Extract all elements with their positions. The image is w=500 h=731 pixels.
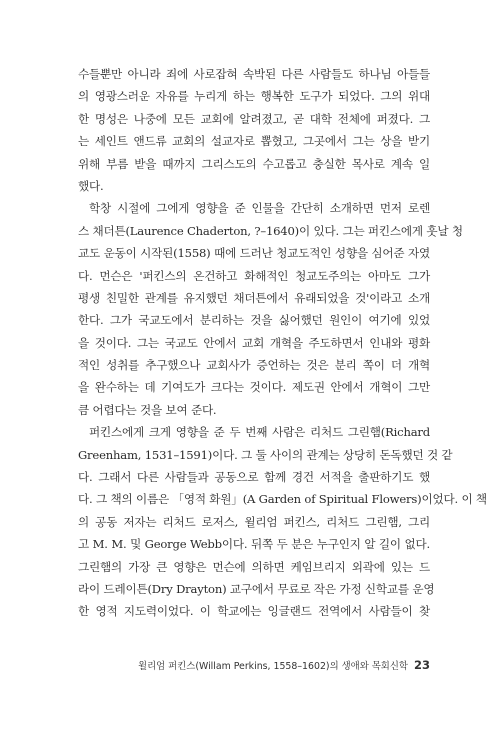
text-line: 적인 성취를 추구했으나 교회사가 증언하는 것은 분리 쪽이 더 개혁	[78, 358, 430, 373]
text-line: 다. 그래서 다른 사람들과 공동으로 함께 경건 서적을 출판하기도 했	[78, 470, 430, 485]
text-line: 교도 운동이 시작된(1558) 때에 드러난 청교도적인 성향을 심어준 자였	[78, 246, 430, 261]
text-line: 고 M. M. 및 George Webb이다. 뒤쪽 두 분은 누구인지 알 길이 없다.	[78, 537, 430, 552]
body-text	[78, 63, 487, 623]
text-line: 의 공동 저자는 리처드 로저스, 윌리엄 퍼킨스, 리처드 그린햄, 그리	[78, 514, 430, 529]
text-line: 의 영광스러운 자유를 누리게 하는 행복한 도구가 되었다. 그의 위대	[78, 89, 430, 104]
text-line: 을 것이다. 그는 국교도 안에서 교회 개혁을 주도하면서 인내와 평화	[78, 335, 430, 350]
text-line: 평생 친밀한 관계를 유지했던 채더튼에서 유래되었을 것'이라고 소개	[78, 290, 430, 305]
text-line: 는 세인트 앤드류 교회의 설교자로 뽑혔고, 그곳에서 그는 상을 받기	[78, 134, 430, 149]
text-line: 그린햄의 가장 큰 영향은 먼슨에 의하면 케임브리지 외곽에 있는 드	[78, 559, 430, 574]
text-line: 위해 부름 받을 때까지 그리스도의 수고롭고 충실한 목사로 계속 일	[78, 156, 430, 171]
text-line: 했다.	[78, 178, 104, 193]
text-line: 수들뿐만 아니라 죄에 사로잡혀 속박된 다른 사람들도 하나님 아들들	[78, 67, 430, 81]
text-line: 다. 그 책의 이름은 「영적 화원」(A Garden of Spiritual Flowers)이었다. 이 책	[78, 492, 487, 507]
text-line: 한 명성은 나중에 모든 교회에 알려졌고, 곧 대학 전체에 퍼졌다. 그	[78, 111, 430, 126]
paragraph-start-line: 학창 시절에 그에게 영향을 준 인물을 간단히 소개하면 먼저 로렌	[89, 201, 430, 216]
text-line: 큼 어렵다는 것을 보여 준다.	[78, 402, 217, 417]
text-line: Greenham, 1531–1591)이다. 그 둘 사이의 관계는 상당히 돈독했던 것 같	[78, 447, 453, 462]
paragraph-start-line: 퍼킨스에게 크게 영향을 준 두 번째 사람은 리처드 그린햄(Richard	[89, 425, 430, 440]
text-line: 라이 드레이튼(Dry Drayton) 교구에서 무료로 작은 가정 신학교를 운영	[78, 581, 435, 596]
page-number: 23	[413, 658, 430, 672]
page-footer	[138, 658, 430, 672]
running-title: 윌리엄 퍼킨스(Willam Perkins, 1558–1602)의 생애와 목회신학	[138, 661, 408, 672]
text-line: 다. 먼슨은 '퍼킨스의 온건하고 화해적인 청교도주의는 아마도 그가	[78, 268, 430, 283]
text-line: 한다. 그가 국교도에서 분리하는 것을 싫어했던 원인이 여기에 있었	[78, 313, 430, 328]
text-line: 스 채더튼(Laurence Chaderton, ?–1640)이 있다. 그는 퍼킨스에게 훗날 청	[78, 223, 463, 238]
text-line: 한 영적 지도력이었다. 이 학교에는 잉글랜드 전역에서 사람들이 찾	[78, 604, 430, 619]
text-line: 을 완수하는 데 기여도가 크다는 것이다. 제도권 안에서 개혁이 그만	[78, 380, 430, 395]
